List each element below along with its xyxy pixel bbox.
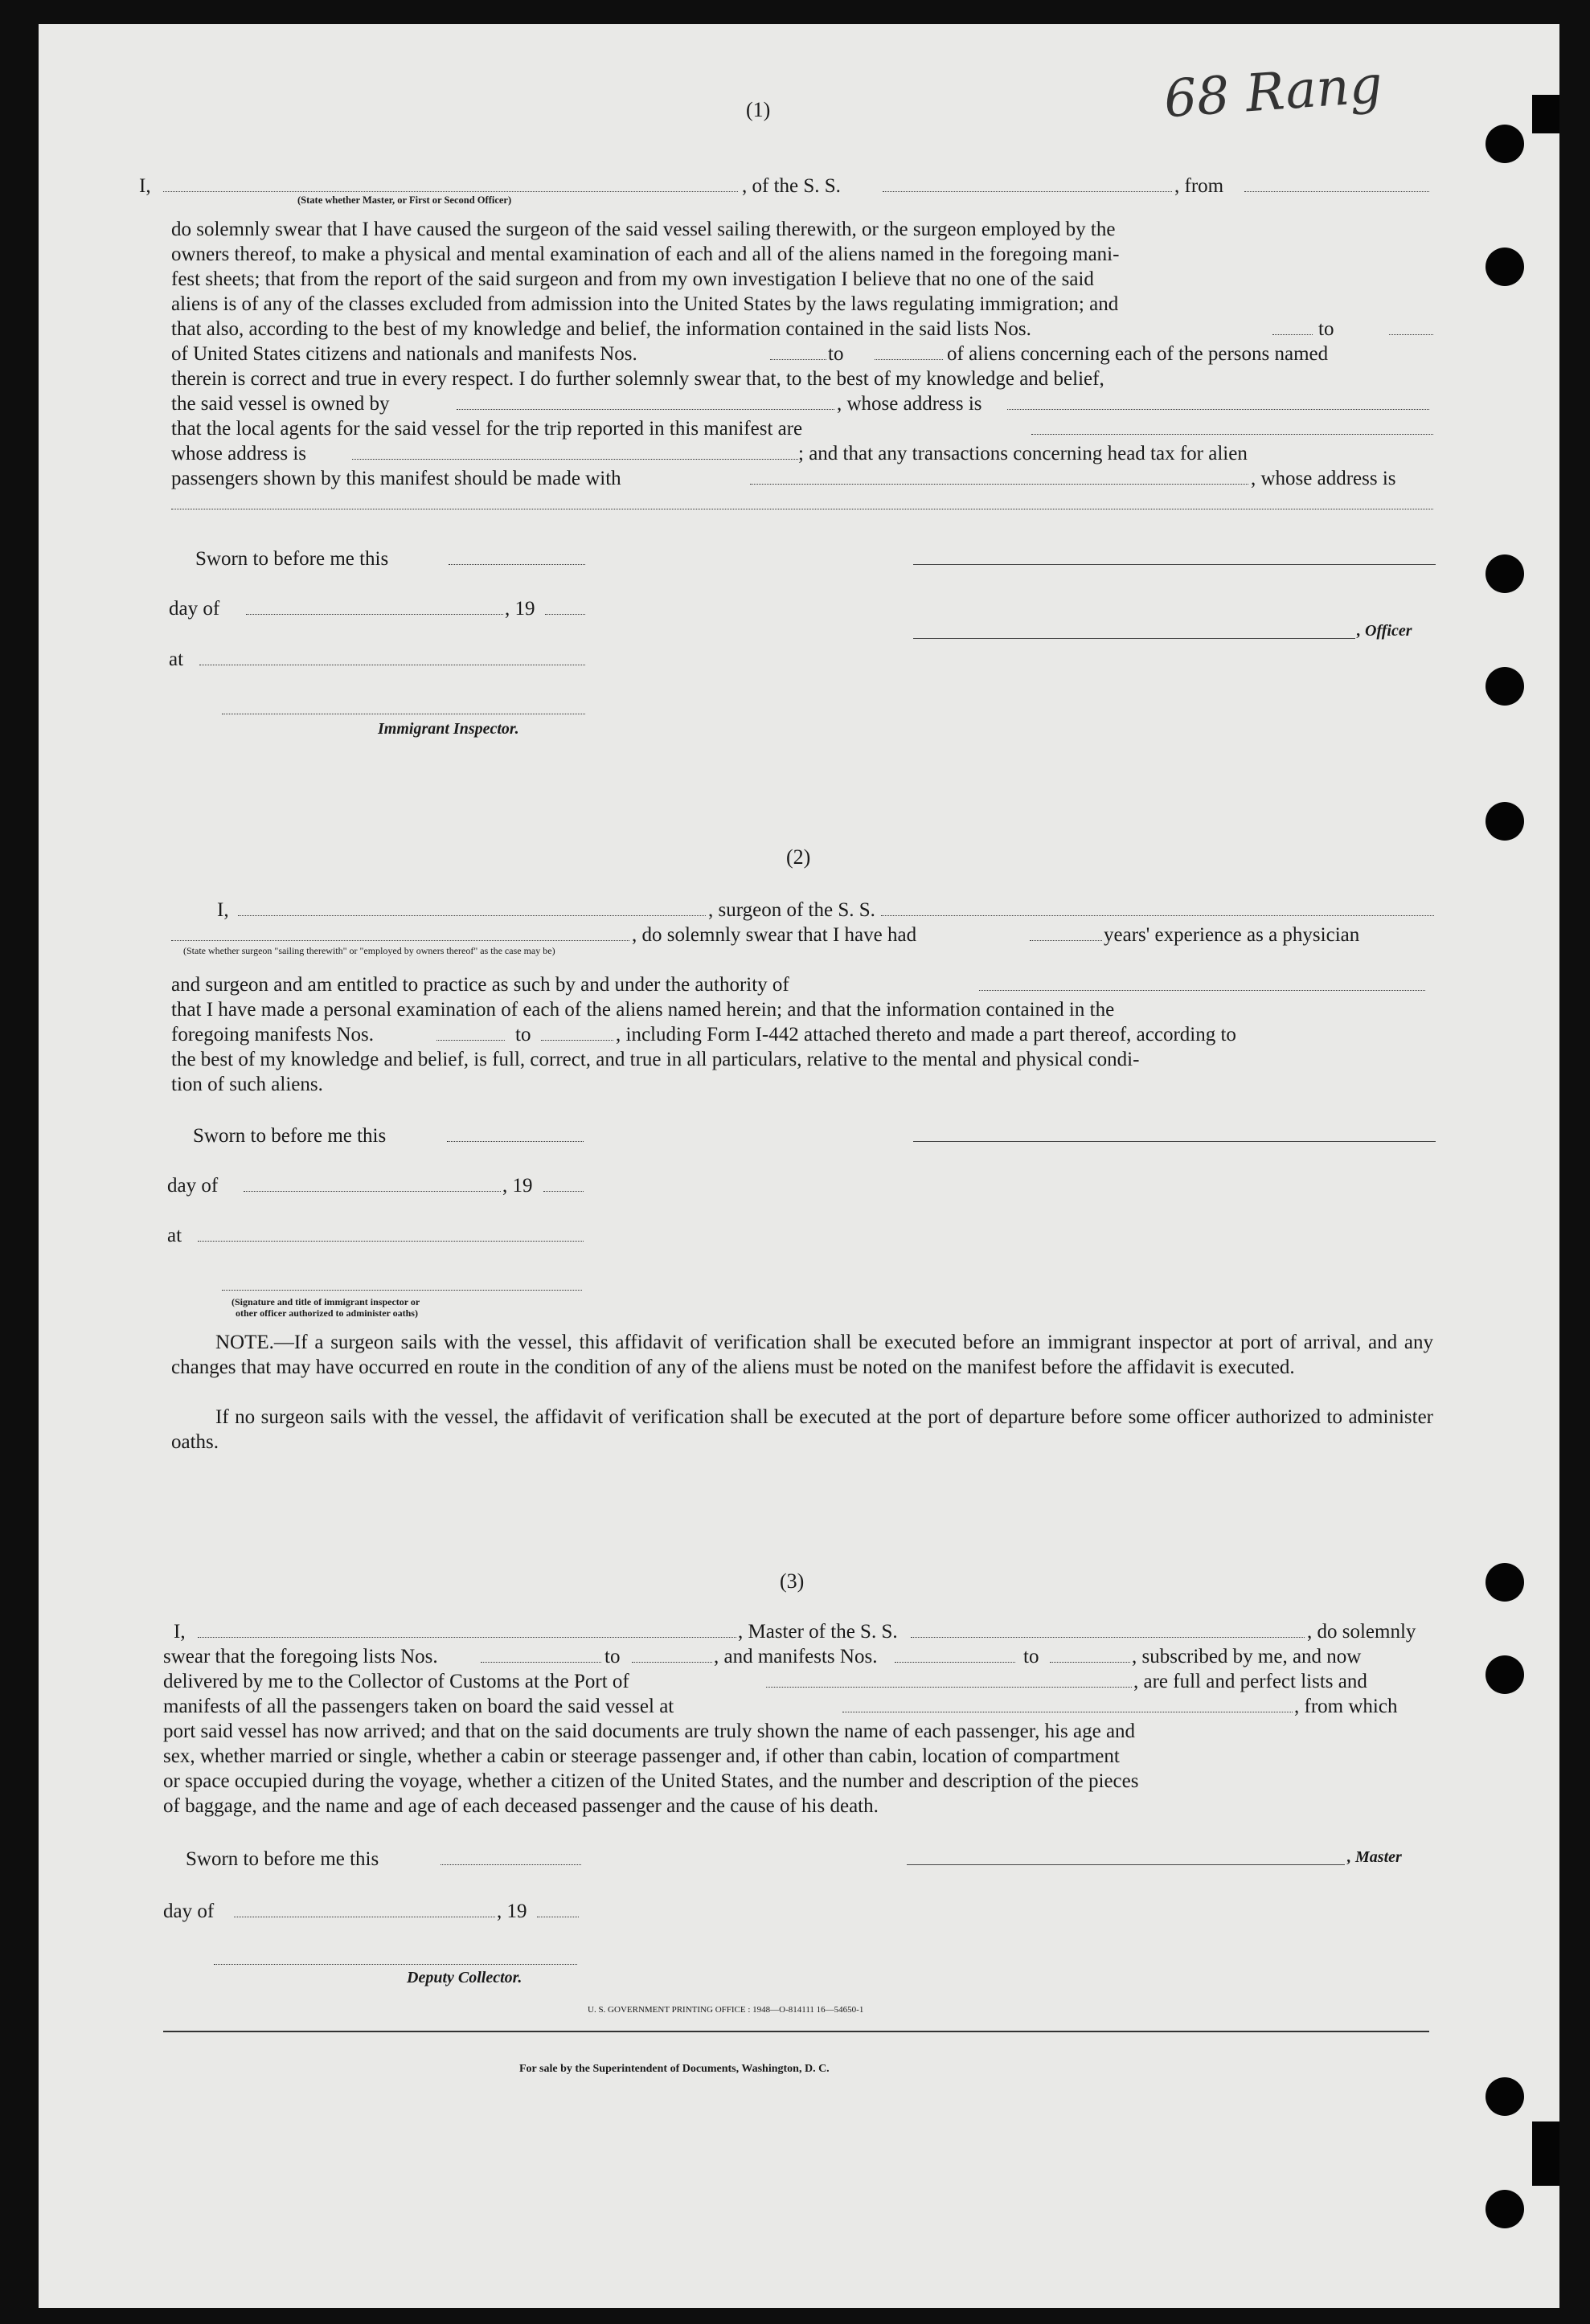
binding-hole [1486,667,1524,706]
s2-year-label: , 19 [502,1175,533,1197]
s2-manifest-from-blank[interactable] [436,1040,505,1041]
s3-line-6: sex, whether married or single, whether a cabin or steerage passenger and, if other than cabin, location of compartment [163,1745,1120,1767]
s2-surgeon-signature-line[interactable] [913,1141,1436,1142]
binding-hole [1486,1655,1524,1694]
s3-line4-a: manifests of all the passengers taken on board the said vessel at [163,1696,674,1717]
s2-at-blank[interactable] [198,1241,584,1242]
s1-officer-signature-line-2[interactable] [913,638,1355,639]
s3-year-label: , 19 [497,1901,527,1922]
s1-line-9: that the local agents for the said vessel for the trip reported in this manifest are [171,418,803,440]
s3-list-from-blank[interactable] [481,1662,601,1663]
s1-agents-address-blank[interactable] [352,459,798,460]
s1-year-label: , 19 [505,598,535,620]
s3-sworn-blank[interactable] [441,1864,581,1865]
s1-line-5: that also, according to the best of my knowledge and belief, the information contained in the said lists Nos. [171,318,1031,340]
s2-line-2: that I have made a personal examination of each of the aliens named herein; and that the information contained in the [171,999,1115,1021]
s1-sworn-blank[interactable] [449,564,585,565]
s3-master-signature-line[interactable] [907,1864,1345,1865]
s2-at-label: at [167,1225,182,1246]
s1-list-from-blank[interactable] [1272,334,1313,335]
s1-head-tax: ; and that any transactions concerning head tax for alien [798,443,1248,464]
s2-year-blank[interactable] [543,1191,584,1192]
s3-collector-signature-line[interactable] [214,1964,577,1965]
s2-sig-caption-2: other officer authorized to administer oaths) [236,1307,418,1319]
s2-i-label: I, [217,899,229,921]
s2-note-2: If no surgeon sails with the vessel, the affidavit of verification shall be executed at the port of departure before some officer authorized to administer oaths. [171,1406,1433,1453]
s3-list-to-blank[interactable] [632,1662,712,1663]
s2-solemnly-label: , do solemnly swear that I have had [632,924,917,946]
s1-inspector-label: Immigrant Inspector. [378,720,519,738]
s2-years-label: years' experience as a physician [1104,924,1360,946]
s1-line-6: of United States citizens and nationals and manifests Nos. [171,343,637,365]
s1-officer-signature-line-1[interactable] [913,564,1436,565]
s1-ss-label: , of the S. S. [742,175,841,197]
s1-line-1: do solemnly swear that I have caused the surgeon of the said vessel sailing therewith, or the surgeon employed by the [171,219,1116,240]
s1-line-2: owners thereof, to make a physical and mental examination of each and all of the aliens named in the foregoing mani- [171,243,1120,265]
binding-hole [1486,802,1524,841]
s3-sworn-label: Sworn to before me this [186,1848,379,1870]
binding-hole [1486,2077,1524,2116]
s2-ship-blank[interactable] [881,915,1434,916]
s1-day-blank[interactable] [246,614,503,615]
s1-owner-address-blank[interactable] [1007,409,1429,410]
s1-line-8: the said vessel is owned by [171,393,390,415]
s3-manifest-from-blank[interactable] [895,1662,1015,1663]
s3-line2-a: swear that the foregoing lists Nos. [163,1646,438,1667]
s3-line4-b: , from which [1294,1696,1398,1717]
section-3-number: (3) [780,1569,805,1593]
s1-line-7: therein is correct and true in every respect. I do further solemnly swear that, to the best of my knowledge and belief, [171,368,1104,390]
s3-line2-b: , and manifests Nos. [714,1646,878,1667]
s2-line-4: the best of my knowledge and belief, is full, correct, and true in all particulars, relative to the mental and physical condi- [171,1049,1140,1070]
s1-ship-blank[interactable] [883,191,1172,192]
s3-master-label: , Master [1347,1848,1402,1866]
s1-master-caption: (State whether Master, or First or Second Officer) [297,194,512,206]
s1-from-blank[interactable] [1244,191,1429,192]
s3-day-label: day of [163,1901,215,1922]
s3-line-7: or space occupied during the voyage, whether a citizen of the United States, and the number and description of the pieces [163,1770,1139,1792]
s1-owner-address-label: , whose address is [837,393,982,415]
s1-sworn-label: Sworn to before me this [195,548,389,570]
s1-to-2: to [828,343,844,365]
s1-head-tax-blank[interactable] [750,484,1248,485]
edge-tab [1532,95,1559,133]
s3-name-blank[interactable] [198,1637,736,1638]
s3-to-2: to [1023,1646,1039,1667]
footer-rule [163,2031,1429,2032]
s1-agents-blank[interactable] [1031,434,1433,435]
s1-day-label: day of [169,598,220,620]
s1-officer-label: , Officer [1357,622,1412,640]
s2-manifest-to-blank[interactable] [541,1040,613,1041]
s2-sworn-blank[interactable] [447,1141,584,1142]
s3-port-blank[interactable] [766,1687,1132,1688]
s3-line3-b: , are full and perfect lists and [1133,1671,1367,1692]
s2-capacity-blank[interactable] [171,940,629,941]
s3-manifest-to-blank[interactable] [1050,1662,1130,1663]
handwritten-notation: 68 Rang [1162,55,1385,130]
s2-line-5: tion of such aliens. [171,1074,323,1095]
s2-note-1: NOTE.—If a surgeon sails with the vessel, this affidavit of verification shall be executed before an immigrant inspector at port of arrival, and any changes that may have occurred en route in the condition of any of the aliens must be noted on the manifest before the affidavit is executed. [171,1332,1433,1378]
s2-name-blank[interactable] [238,915,706,916]
edge-tab [1532,2121,1559,2186]
s3-do-solemnly: , do solemnly [1307,1621,1416,1643]
s1-line-4: aliens is of any of the classes excluded from admission into the United States by the laws regulating immigration; and [171,293,1119,315]
s2-line-1: and surgeon and am entitled to practice as such by and under the authority of [171,974,789,996]
footer-sale-note: For sale by the Superintendent of Documents, Washington, D. C. [519,2063,830,2075]
s1-line-3: fest sheets; that from the report of the said surgeon and from my own investigation I believe that no one of the said [171,268,1094,290]
s2-form-text: , including Form I-442 attached thereto and made a part thereof, according to [616,1024,1236,1045]
s2-authority-blank[interactable] [979,990,1425,991]
s2-to-label: to [515,1024,531,1045]
s1-year-blank[interactable] [545,614,585,615]
s1-line-11: passengers shown by this manifest should be made with [171,468,621,489]
s3-line2-c: , subscribed by me, and now [1132,1646,1362,1667]
printing-office-imprint: U. S. GOVERNMENT PRINTING OFFICE : 1948—O-814111 16—54650-1 [588,2005,864,2015]
s2-sig-caption-1: (Signature and title of immigrant inspector or [232,1296,420,1307]
s2-day-blank[interactable] [244,1191,501,1192]
binding-hole [1486,248,1524,286]
s3-i-label: I, [174,1621,186,1643]
s2-line-3: foregoing manifests Nos. [171,1024,375,1045]
s1-line-10: whose address is [171,443,307,464]
s1-at-label: at [169,649,184,670]
binding-hole [1486,2190,1524,2228]
s1-i-label: I, [139,175,151,197]
s2-surgeon-label: , surgeon of the S. S. [708,899,875,921]
s1-manifest-to-blank[interactable] [875,359,943,360]
s3-line-5: port said vessel has now arrived; and that on the said documents are truly shown the name of each passenger, his age and [163,1720,1136,1742]
s1-final-address-label: , whose address is [1251,468,1396,489]
s1-owner-blank[interactable] [457,409,834,410]
manifest-page [39,24,1559,2308]
s2-surgeon-caption: (State whether surgeon "sailing therewith" or "employed by owners thereof" as the case may be) [183,945,555,956]
binding-hole [1486,125,1524,163]
s2-inspector-signature-line[interactable] [222,1290,582,1291]
s3-line3-a: delivered by me to the Collector of Customs at the Port of [163,1671,629,1692]
s1-of-aliens: of aliens concerning each of the persons named [947,343,1329,365]
s2-day-label: day of [167,1175,219,1197]
s3-deputy-label: Deputy Collector. [407,1969,522,1986]
binding-hole [1486,554,1524,593]
s2-sworn-label: Sworn to before me this [193,1125,387,1147]
section-1-number: (1) [746,98,771,121]
s3-to-1: to [604,1646,621,1667]
s1-manifest-from-blank[interactable] [770,359,826,360]
s1-from-label: , from [1174,175,1224,197]
s3-master-of-label: , Master of the S. S. [738,1621,898,1643]
s2-years-blank[interactable] [1030,940,1102,941]
s1-list-to-blank[interactable] [1389,334,1433,335]
s3-line-8: of baggage, and the name and age of each deceased passenger and the cause of his death. [163,1795,879,1817]
s1-name-blank[interactable] [163,191,738,192]
s3-ship-blank[interactable] [911,1637,1305,1638]
s1-to-1: to [1318,318,1334,340]
section-2-number: (2) [786,845,811,869]
binding-hole [1486,1563,1524,1602]
